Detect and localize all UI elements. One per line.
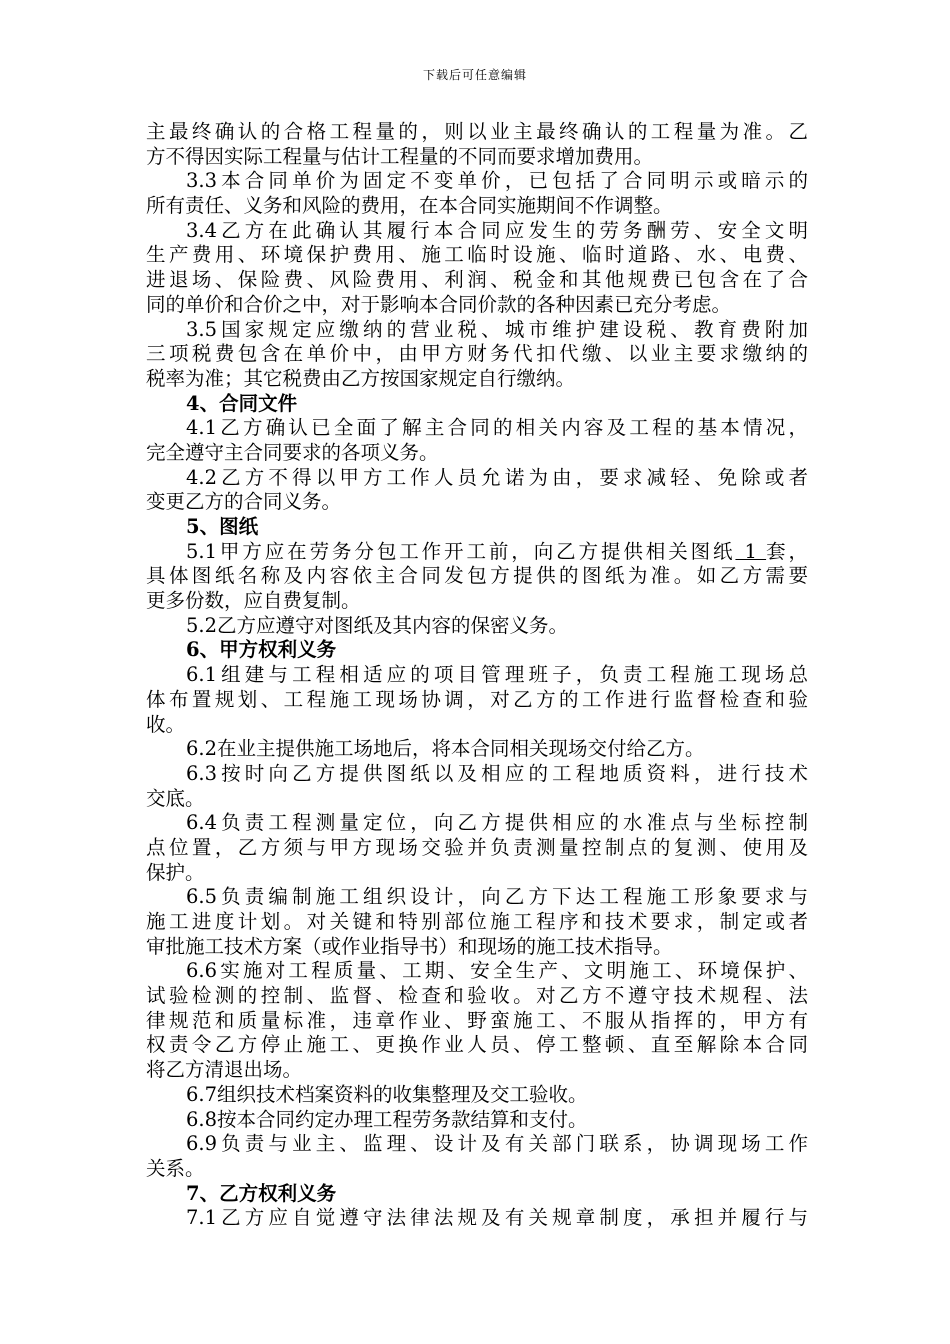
line-text: 6.1组建与工程相适应的项目管理班子，负责工程施工现场总 [186, 663, 808, 687]
page-header: 下载后可任意编辑 [422, 68, 527, 82]
text-line [146, 1108, 808, 1133]
line-text: 审批施工技术方案（或作业指导书）和现场的施工技术指导。 [146, 934, 673, 958]
drawing-count-blank: 1 [735, 539, 767, 563]
text-line [146, 145, 808, 170]
line-text: 点位置，乙方须与甲方现场交验并负责测量控制点的复测、使用及 [146, 835, 808, 859]
line-text: 完全遵守主合同要求的各项义务。 [146, 440, 439, 464]
text-line [146, 342, 808, 367]
line-text-after: 套， [766, 539, 808, 563]
line-text: 更多份数，应自费复制。 [146, 589, 361, 613]
line-text: 进退场、保险费、风险费用、利润、税金和其他规费已包含在了合 [146, 268, 808, 292]
text-line [146, 737, 808, 762]
text-line [146, 1009, 808, 1034]
text-line [146, 614, 808, 639]
line-text: 4.1乙方确认已全面了解主合同的相关内容及工程的基本情况， [186, 416, 808, 440]
text-line [146, 564, 808, 589]
text-line [146, 910, 808, 935]
line-text: 生产费用、环境保护费用、施工临时设施、临时道路、水、电费、 [146, 243, 808, 267]
line-text: 6.8按本合同约定办理工程劳务款结算和支付。 [186, 1107, 588, 1131]
line-text: 7、乙方权利义务 [186, 1181, 337, 1205]
line-text: 7.1乙方应自觉遵守法律法规及有关规章制度，承担并履行与 [186, 1206, 808, 1230]
line-text: 5.1甲方应在劳务分包工作开工前，向乙方提供相关图纸 [186, 539, 736, 563]
text-line [146, 762, 808, 787]
text-line [146, 713, 808, 738]
line-text: 6.3按时向乙方提供图纸以及相应的工程地质资料，进行技术 [186, 761, 808, 785]
line-text: 4.2乙方不得以甲方工作人员允诺为由，要求减轻、免除或者 [186, 465, 808, 489]
text-line [146, 120, 808, 145]
text-line [146, 1206, 808, 1231]
line-text: 6.5负责编制施工组织设计，向乙方下达工程施工形象要求与 [186, 885, 808, 909]
text-line [146, 1058, 808, 1083]
text-line [146, 1033, 808, 1058]
text-line [146, 466, 808, 491]
line-text: 5.2乙方应遵守对图纸及其内容的保密义务。 [186, 613, 569, 637]
text-line [146, 243, 808, 268]
text-line [146, 416, 808, 441]
line-text: 试验检测的控制、监督、检查和验收。对乙方不遵守技术规程、法 [146, 984, 808, 1008]
line-text: 方不得因实际工程量与估计工程量的不同而要求增加费用。 [146, 144, 654, 168]
line-text: 6.2在业主提供施工场地后，将本合同相关现场交付给乙方。 [186, 737, 705, 761]
document-body [146, 120, 808, 1231]
text-line [146, 194, 808, 219]
line-text: 3.4乙方在此确认其履行本合同应发生的劳务酬劳、安全文明 [186, 218, 808, 242]
line-text: 权责令乙方停止施工、更换作业人员、停工整顿、直至解除本合同 [146, 1033, 808, 1057]
text-line [146, 984, 808, 1009]
section-heading [146, 515, 808, 540]
text-line [146, 1083, 808, 1108]
line-text: 三项税费包含在单价中，由甲方财务代扣代缴、以业主要求缴纳的 [146, 342, 808, 366]
line-text: 变更乙方的合同义务。 [146, 490, 342, 514]
text-line [146, 318, 808, 343]
line-text: 将乙方清退出场。 [146, 1058, 303, 1082]
text-line [146, 1132, 808, 1157]
line-text: 交底。 [146, 786, 205, 810]
text-line [146, 293, 808, 318]
text-line [146, 169, 808, 194]
text-line [146, 367, 808, 392]
section-heading [146, 638, 808, 663]
line-text: 3.3本合同单价为固定不变单价，已包括了合同明示或暗示的 [186, 169, 808, 193]
line-text: 4、合同文件 [186, 391, 298, 415]
text-line [146, 787, 808, 812]
line-text: 6、甲方权利义务 [186, 638, 337, 662]
section-heading [146, 1182, 808, 1207]
line-text: 体布置规划、工程施工现场协调，对乙方的工作进行监督检查和验 [146, 687, 808, 711]
text-line [146, 688, 808, 713]
line-text: 税率为准；其它税费由乙方按国家规定自行缴纳。 [146, 366, 576, 390]
text-line [146, 1157, 808, 1182]
line-text: 所有责任、义务和风险的费用，在本合同实施期间不作调整。 [146, 194, 673, 218]
text-line [146, 959, 808, 984]
line-text: 关系。 [146, 1156, 205, 1180]
line-text: 同的单价和合价之中，对于影响本合同价款的各种因素已充分考虑。 [146, 292, 732, 316]
text-line [146, 589, 808, 614]
text-line [146, 219, 808, 244]
section-heading [146, 392, 808, 417]
line-text: 6.4负责工程测量定位，向乙方提供相应的水准点与坐标控制 [186, 811, 808, 835]
text-line [146, 441, 808, 466]
text-line [146, 490, 808, 515]
line-text: 律规范和质量标准，违章作业、野蛮施工、不服从指挥的，甲方有 [146, 1008, 808, 1032]
text-line [146, 885, 808, 910]
line-text: 具体图纸名称及内容依主合同发包方提供的图纸为准。如乙方需要 [146, 564, 808, 588]
text-line [146, 268, 808, 293]
text-line [146, 663, 808, 688]
text-line [146, 861, 808, 886]
text-line [146, 836, 808, 861]
line-text: 3.5国家规定应缴纳的营业税、城市维护建设税、教育费附加 [186, 317, 808, 341]
line-text: 主最终确认的合格工程量的，则以业主最终确认的工程量为准。乙 [146, 120, 808, 143]
text-line [146, 935, 808, 960]
text-line [146, 540, 808, 565]
line-text: 6.6实施对工程质量、工期、安全生产、文明施工、环境保护、 [186, 959, 808, 983]
line-text: 收。 [146, 712, 186, 736]
line-text: 施工进度计划。对关键和特别部位施工程序和技术要求，制定或者 [146, 910, 808, 933]
line-text: 6.7组织技术档案资料的收集整理及交工验收。 [186, 1082, 588, 1106]
line-text: 5、图纸 [186, 515, 259, 538]
text-line [146, 811, 808, 836]
line-text: 6.9负责与业主、监理、设计及有关部门联系，协调现场工作 [186, 1132, 808, 1156]
line-text: 保护。 [146, 860, 205, 884]
